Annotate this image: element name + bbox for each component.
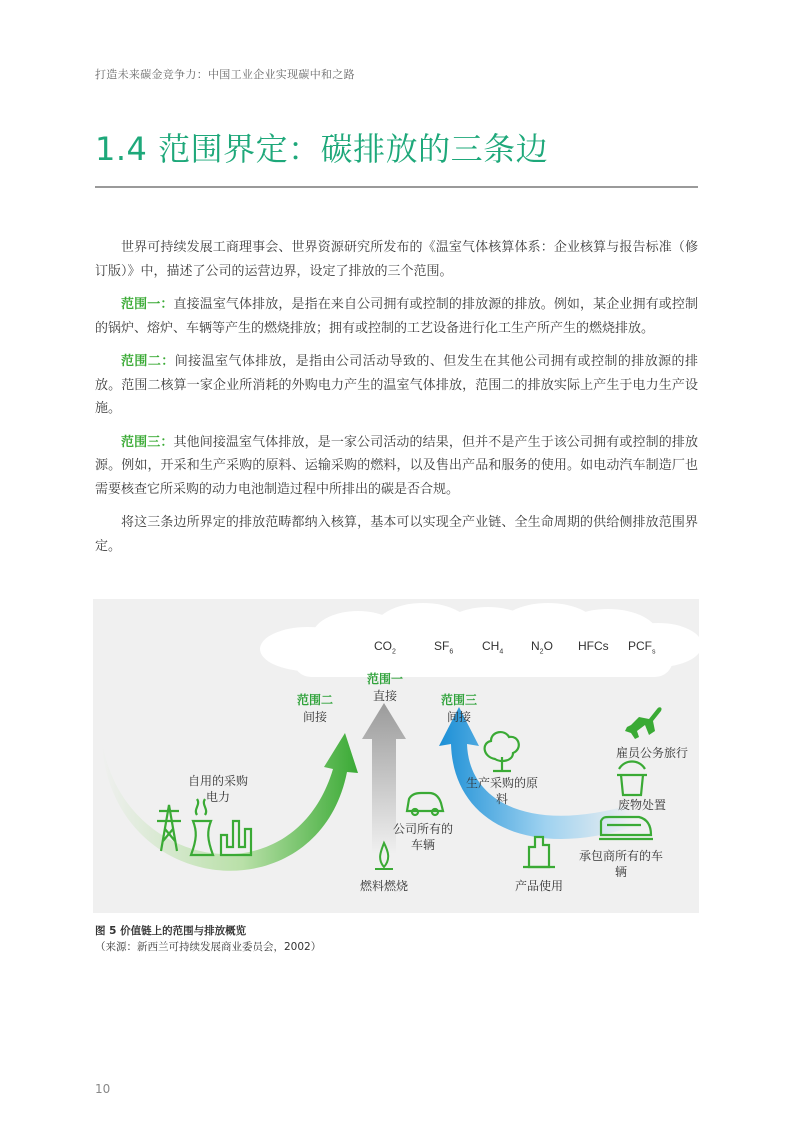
title-divider — [95, 186, 698, 188]
trash-icon — [617, 762, 647, 796]
building-icon — [523, 837, 555, 867]
product-use-label: 产品使用 — [514, 879, 563, 893]
tree-icon — [485, 732, 519, 771]
body-text — [95, 236, 698, 568]
caption-title: 图 5 价值链上的范围与排放概览 — [95, 925, 247, 937]
scope2-text: 间接温室气体排放，是指由公司活动导致的、但发生在其他公司拥有或控制的排放源的排放。范围二核算一家企业所消耗的外购电力产生的温室气体排放，范围二的排放实际上产生于电力生产设施。 — [95, 354, 698, 416]
scope1-label: 范围一 — [366, 672, 403, 686]
scope3-paragraph — [95, 431, 698, 502]
scope1-term: 范围一： — [121, 297, 174, 312]
waste-disposal-label: 废物处置 — [617, 798, 666, 812]
scope2-type: 间接 — [302, 710, 327, 724]
scope3-arrow — [439, 707, 633, 839]
caption-source: （来源：新西兰可持续发展商业委员会，2002） — [95, 941, 322, 953]
fuel-combustion-label: 燃料燃烧 — [359, 879, 408, 893]
purchased-electricity-label: 自用的采购电力 — [187, 774, 248, 804]
section-title: 1.4 范围界定：碳排放的三条边 — [95, 130, 549, 168]
scope3-label: 范围三 — [440, 693, 477, 707]
car-icon — [407, 793, 443, 815]
gas-ch4: $CH_4$ — [482, 639, 504, 656]
scope1-paragraph — [95, 293, 698, 340]
gas-hfcs: HFCs — [578, 639, 609, 653]
running-header: 打造未来碳金竞争力：中国工业企业实现碳中和之路 — [95, 68, 355, 81]
scope3-term: 范围三： — [121, 434, 174, 450]
gas-n2o: $N_2O$ — [531, 639, 553, 656]
cooling-tower-icon — [191, 799, 213, 855]
gas-pcfs: $PCF_s$ — [628, 639, 656, 656]
closing-paragraph: 将这三条边所界定的排放范畴都纳入核算，基本可以实现全产业链、全生命周期的供给侧排放范围界定。 — [95, 515, 698, 554]
contractor-vehicles-label: 承包商所有的车辆 — [579, 849, 664, 879]
business-travel-label: 雇员公务旅行 — [615, 746, 688, 760]
airplane-icon — [625, 707, 662, 739]
scope-diagram — [93, 599, 699, 913]
scope2-term: 范围二： — [121, 354, 175, 369]
scope2-label: 范围二 — [296, 693, 333, 707]
scope1-text: 直接温室气体排放，是指在来自公司拥有或控制的排放源的排放。例如，某企业拥有或控制的锅炉、熔炉、车辆等产生的燃烧排放；拥有或控制的工艺设备进行化工生产所产生的燃烧排放。 — [95, 297, 698, 336]
scope3-text: 其他间接温室气体排放，是一家公司活动的结果，但并不是产生于该公司拥有或控制的排放源。例如，开采和生产采购的原料、运输采购的燃料，以及售出产品和服务的使用。如电动汽车制造厂也需要核查它所采购的动力电池制造过程中所排出的碳是否合规。 — [95, 434, 698, 497]
gas-sf6: $SF_6$ — [434, 639, 454, 656]
company-vehicles-label: 公司所有的车辆 — [393, 822, 454, 852]
scope2-paragraph — [95, 350, 698, 421]
intro-paragraph: 世界可持续发展工商理事会、世界资源研究所发布的《温室气体核算体系：企业核算与报告标准（修订版）》中，描述了公司的运营边界，设定了排放的三个范围。 — [95, 240, 698, 279]
scope3-type: 间接 — [446, 710, 471, 724]
page-number: 10 — [95, 1082, 111, 1096]
scope1-type: 直接 — [372, 689, 397, 703]
purchased-materials-label: 生产采购的原料 — [466, 776, 539, 806]
gas-co2: $CO_2$ — [374, 639, 396, 656]
factory-icon — [221, 821, 251, 855]
figure-caption — [95, 923, 321, 955]
